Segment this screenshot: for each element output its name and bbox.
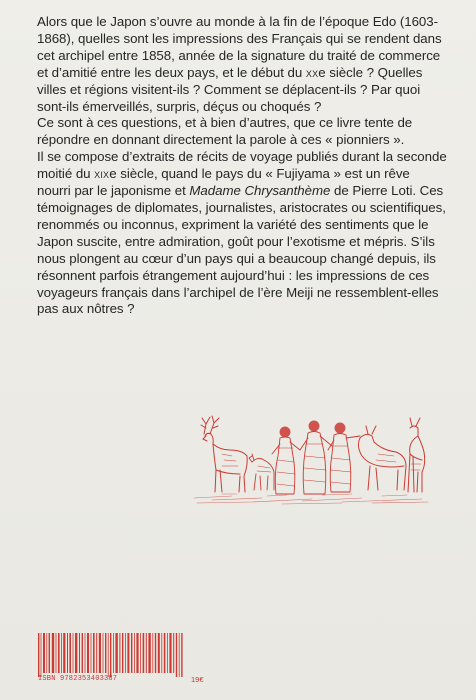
fawn: [249, 454, 274, 490]
deer-standing-right: [408, 418, 425, 492]
blurb-text: [37, 14, 447, 318]
price-label: 19€: [191, 675, 204, 684]
blurb-paragraph-2: Ce sont à ces questions, et à bien d’autres, que ce livre tente de répondre en donnant directement la parole à ces « pionniers ».: [37, 115, 413, 148]
stag-left: [201, 416, 247, 492]
woman-figure-3: [328, 423, 360, 492]
deer-grazing: [358, 426, 406, 490]
isbn-label: ISBN 9782353403387: [38, 675, 118, 683]
woman-figure-2: [300, 421, 332, 494]
century-numeral: xix: [94, 166, 110, 182]
barcode: [38, 633, 183, 677]
century-numeral: xx: [305, 64, 319, 80]
book-title: Madame Chrysanthème: [189, 183, 331, 199]
blurb-paragraph-1: Alors que le Japon s’ouvre au monde à la fin de l’époque Edo (1603-1868), quelles sont les impressions des Français qui se rendent dans cet archipel entre 1858, année de la signature du traité de commerce et d’amitié entre les deux pays, et le début du xxe siècle ? Quelles villes et régions visitent-ils ? Comment se déplacent-ils ? Par quoi sont-ils émerveillés, surpris, déçus ou choqués ?: [37, 14, 442, 114]
barcode-block: [38, 633, 183, 685]
blurb-paragraph-3: Il se compose d’extraits de récits de voyage publiés durant la seconde moitié du xixe siècle, quand le pays du « Fujiyama » est un rêve nourri par le japonisme et Madame Chrysanthème de Pierre Loti. Ces témoignages de diplomates, journalistes, aristocrates ou scientifiques, renommés ou inconnus, expriment la variété des sentiments que le Japon suscite, entre admiration, goût pour l’exotisme et mépris. S’ils nous plongent au cœur d’un pays qui a beaucoup changé depuis, ils résonnent parfois étrangement aujourd’hui : les impressions de ces voyageurs français dans l’archipel de l’ère Meiji ne ressemblent-elles pas aux nôtres ?: [37, 149, 447, 317]
woodcut-illustration-deer-and-women: [192, 406, 430, 506]
woman-figure-1: [272, 427, 300, 494]
